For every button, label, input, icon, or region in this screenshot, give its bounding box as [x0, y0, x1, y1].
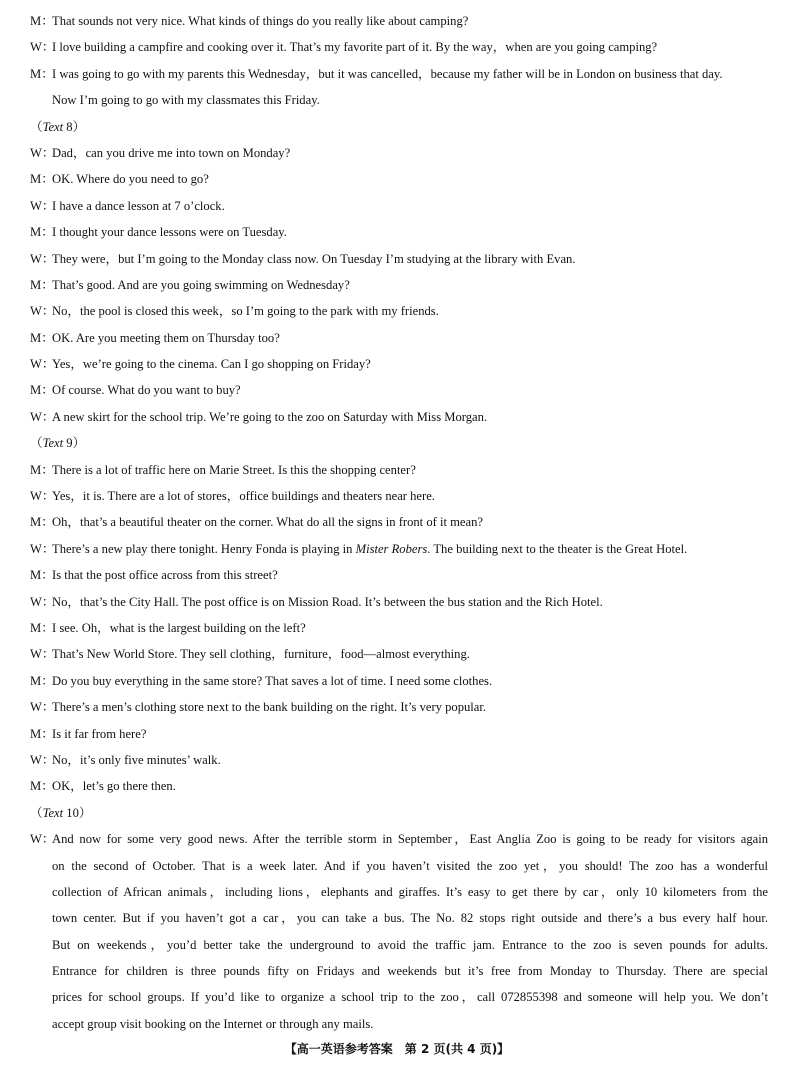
- utterance-text: That sounds not very nice. What kinds of things do you really like about camping?: [52, 14, 469, 28]
- speaker-label: M：: [30, 66, 54, 81]
- dialogue-line: [30, 747, 768, 773]
- dialogue-line: [30, 272, 768, 298]
- paragraph-line: Entrance for children is three pounds fifty on Fridays and weekends but it’s free from Monday to Thursday. There are special: [52, 964, 768, 979]
- utterance-text: There is a lot of traffic here on Marie Street. Is this the shopping center?: [52, 462, 416, 477]
- utterance-text-part: . The building next to the theater is the Great Hotel.: [427, 541, 688, 556]
- utterance-text: I have a dance lesson at 7 o’clock.: [52, 198, 225, 213]
- dialogue-line: [30, 668, 768, 694]
- heading-close-paren: ）: [72, 119, 86, 134]
- utterance-text: I thought your dance lessons were on Tuesday.: [52, 225, 287, 240]
- paragraph-line: town center. But if you haven’t got a car，you can take a bus. The No. 82 stops right outside and there’s a bus every half hour.: [52, 911, 768, 926]
- heading-number: 10: [63, 805, 79, 820]
- dialogue-line: [30, 351, 768, 377]
- speaker-label: M：: [30, 330, 54, 345]
- speaker-label: W：: [30, 409, 55, 424]
- speaker-label: W：: [30, 357, 55, 372]
- speaker-label: M：: [30, 172, 54, 187]
- dialogue-line: [30, 404, 768, 430]
- heading-open-paren: （: [30, 119, 43, 134]
- dialogue-line: [30, 61, 768, 87]
- speaker-label: W：: [30, 752, 55, 767]
- page-footer: 【高一英语参考答案 第 2 页(共 4 页)】: [284, 1042, 510, 1056]
- speaker-label: W：: [30, 647, 55, 662]
- paragraph-line: But on weekends，you’d better take the underground to avoid the traffic jam. Entrance to the zoo is seven pounds for adults.: [52, 937, 768, 952]
- dialogue-line: [30, 694, 768, 720]
- paragraph-line: on the second of October. That is a week later. And if you haven’t visited the zoo yet，you should! The zoo has a wonderful: [52, 858, 768, 873]
- utterance-text: Now I’m going to go with my classmates this Friday.: [52, 93, 320, 108]
- utterance-text: I was going to go with my parents this Wednesday，but it was cancelled，because my father will be in London on business that day.: [52, 66, 723, 81]
- dialogue-line-continuation: [30, 87, 768, 113]
- utterance-text: Is it far from here?: [52, 726, 147, 741]
- utterance-text: Yes，it is. There are a lot of stores，office buildings and theaters near here.: [52, 489, 435, 504]
- utterance-text: No，it’s only five minutes’ walk.: [52, 752, 221, 767]
- utterance-text: A new skirt for the school trip. We’re going to the zoo on Saturday with Miss Morgan.: [52, 409, 488, 424]
- speaker-label: M：: [30, 277, 54, 292]
- utterance-text: That’s good. And are you going swimming on Wednesday?: [52, 277, 350, 292]
- dialogue-line: [30, 457, 768, 483]
- answer-key-page: [30, 8, 768, 1037]
- speaker-label: W：: [30, 304, 55, 319]
- dialogue-line: [30, 219, 768, 245]
- monologue-paragraph: [30, 826, 768, 1037]
- dialogue-line: [30, 166, 768, 192]
- utterance-text: OK. Are you meeting them on Thursday too?: [52, 330, 280, 345]
- paragraph-line: prices for school groups. If you’d like to organize a school trip to the zoo，call 072855398 and someone will help you. We don’t: [52, 990, 768, 1005]
- speaker-label: W：: [30, 832, 55, 847]
- dialogue-line: [30, 193, 768, 219]
- heading-open-paren: （: [30, 436, 43, 451]
- heading-number: 8: [63, 119, 73, 134]
- speaker-label: M：: [30, 225, 54, 240]
- dialogue-line: [30, 773, 768, 799]
- utterance-text: I love building a campfire and cooking over it. That’s my favorite part of it. By the way，when are you going camping?: [52, 40, 658, 55]
- utterance-text: There’s a men’s clothing store next to the bank building on the right. It’s very popular.: [52, 700, 487, 715]
- heading-label: Text: [42, 805, 64, 820]
- utterance-text: No，that’s the City Hall. The post office is on Mission Road. It’s between the bus station and the Rich Hotel.: [52, 594, 603, 609]
- speaker-label: W：: [30, 489, 55, 504]
- speaker-label: W：: [30, 145, 55, 160]
- section-heading-text-10: [30, 800, 768, 826]
- utterance-text: Do you buy everything in the same store? That saves a lot of time. I need some clothes.: [52, 673, 493, 688]
- speaker-label: M：: [30, 14, 54, 28]
- heading-close-paren: ）: [72, 436, 86, 451]
- dialogue-line: [30, 641, 768, 667]
- paragraph-line: And now for some very good news. After the terrible storm in September，East Anglia Zoo is going to be ready for visitors again: [52, 832, 768, 847]
- speaker-label: M：: [30, 779, 54, 794]
- dialogue-line: [30, 34, 768, 60]
- dialogue-line: [30, 246, 768, 272]
- paragraph-line: collection of African animals，including lions，elephants and giraffes. It’s easy to get there by car，only 10 kilometers from the: [52, 884, 768, 899]
- speaker-label: W：: [30, 251, 55, 266]
- heading-label: Text: [42, 119, 64, 134]
- speaker-label: W：: [30, 541, 55, 556]
- utterance-text-part: There’s a new play there tonight. Henry Fonda is playing in: [52, 541, 356, 556]
- speaker-label: M：: [30, 673, 54, 688]
- utterance-text: I see. Oh，what is the largest building on the left?: [52, 620, 306, 635]
- play-title: Mister Robers: [355, 541, 428, 556]
- utterance-text: Oh，that’s a beautiful theater on the corner. What do all the signs in front of it mean?: [52, 515, 483, 530]
- speaker-label: M：: [30, 726, 54, 741]
- dialogue-line: [30, 615, 768, 641]
- dialogue-line: [30, 8, 768, 34]
- speaker-label: M：: [30, 515, 54, 530]
- speaker-label: W：: [30, 594, 55, 609]
- speaker-label: M：: [30, 620, 54, 635]
- utterance-text: Of course. What do you want to buy?: [52, 383, 241, 398]
- utterance-text: Is that the post office across from this street?: [52, 568, 278, 583]
- heading-close-paren: ）: [78, 805, 92, 820]
- dialogue-line: [30, 483, 768, 509]
- speaker-label: W：: [30, 40, 55, 55]
- utterance-text: Dad，can you drive me into town on Monday?: [52, 145, 291, 160]
- heading-label: Text: [42, 436, 64, 451]
- speaker-label: M：: [30, 383, 54, 398]
- heading-number: 9: [63, 436, 73, 451]
- speaker-label: W：: [30, 700, 55, 715]
- dialogue-line: [30, 536, 768, 562]
- section-heading-text-9: [30, 430, 768, 456]
- dialogue-line: [30, 562, 768, 588]
- section-heading-text-8: [30, 114, 768, 140]
- dialogue-line: [30, 325, 768, 351]
- dialogue-line: [30, 721, 768, 747]
- dialogue-line: [30, 140, 768, 166]
- dialogue-line: [30, 298, 768, 324]
- dialogue-line: [30, 589, 768, 615]
- utterance-text: OK，let’s go there then.: [52, 779, 176, 794]
- speaker-label: M：: [30, 462, 54, 477]
- speaker-label: M：: [30, 568, 54, 583]
- heading-open-paren: （: [30, 805, 43, 820]
- dialogue-line: [30, 509, 768, 535]
- speaker-label: W：: [30, 198, 55, 213]
- utterance-text: OK. Where do you need to go?: [52, 172, 209, 187]
- utterance-text: That’s New World Store. They sell clothing，furniture，food—almost everything.: [52, 647, 470, 662]
- paragraph-line: accept group visit booking on the Internet or through any mails.: [52, 1016, 374, 1031]
- utterance-text: No，the pool is closed this week，so I’m going to the park with my friends.: [52, 304, 439, 319]
- utterance-text: They were，but I’m going to the Monday class now. On Tuesday I’m studying at the library with Evan.: [52, 251, 576, 266]
- utterance-text: Yes，we’re going to the cinema. Can I go shopping on Friday?: [52, 357, 371, 372]
- dialogue-line: [30, 377, 768, 403]
